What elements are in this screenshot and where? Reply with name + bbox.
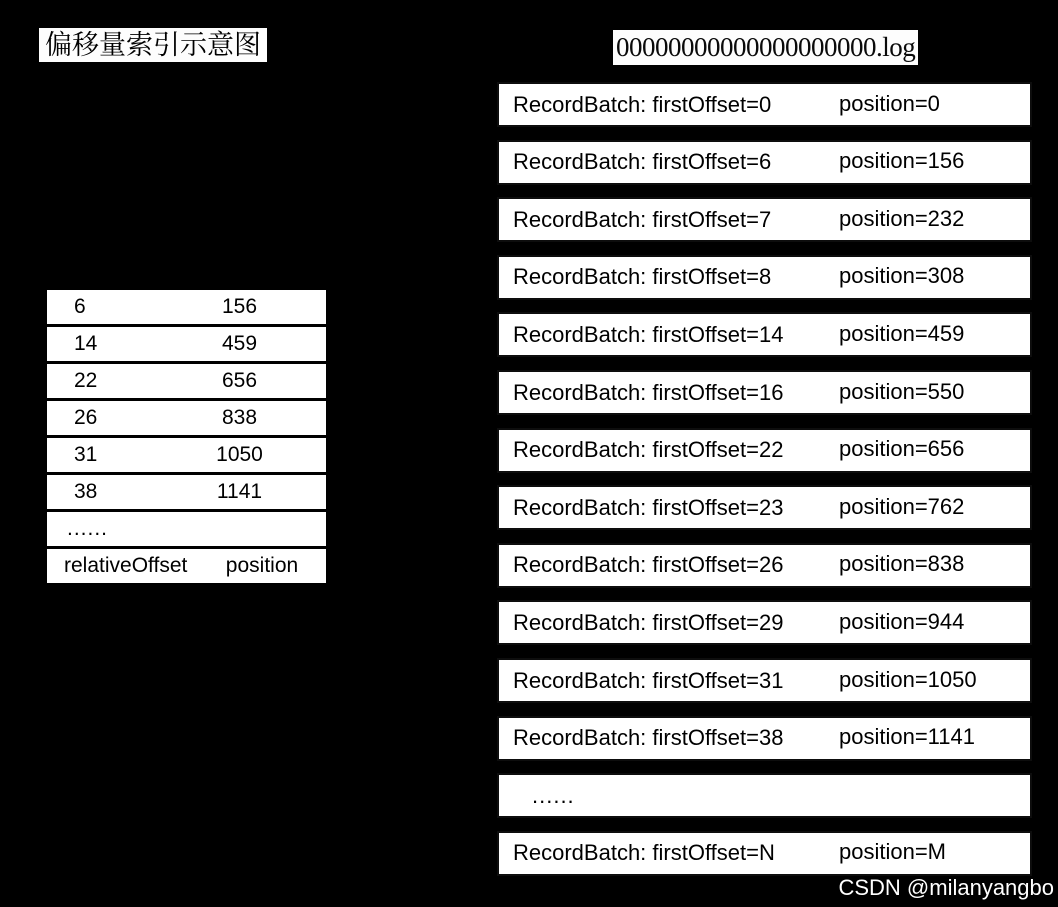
position-cell: 1141 xyxy=(216,480,263,503)
position-label: position=M xyxy=(839,839,947,865)
log-file-title: 00000000000000000000.log xyxy=(613,30,918,65)
record-batch-box xyxy=(497,831,1032,876)
record-batch-label: RecordBatch: firstOffset=16 xyxy=(513,379,784,405)
relative-offset-cell: relativeOffset xyxy=(64,554,188,577)
relative-offset-cell: 14 xyxy=(74,332,98,355)
position-label: position=550 xyxy=(839,378,965,404)
record-batch-label: RecordBatch: firstOffset=26 xyxy=(513,552,784,578)
record-batch-label: RecordBatch: firstOffset=38 xyxy=(513,725,784,751)
index-table-row xyxy=(47,401,326,438)
relative-offset-cell: 31 xyxy=(74,443,98,466)
position-label: position=762 xyxy=(839,493,965,519)
position-cell: 1050 xyxy=(216,443,263,466)
position-label: position=156 xyxy=(839,148,965,174)
record-batch-label: RecordBatch: firstOffset=0 xyxy=(513,91,772,117)
log-segment-list xyxy=(497,82,1032,876)
position-label: position=308 xyxy=(839,263,965,289)
record-batch-box xyxy=(497,82,1032,127)
index-table-ellipsis-row xyxy=(47,512,326,549)
position-label: position=944 xyxy=(839,608,965,634)
relative-offset-cell: 26 xyxy=(74,406,98,429)
position-label: position=1050 xyxy=(839,666,977,692)
record-batch-label: RecordBatch: firstOffset=7 xyxy=(513,206,772,232)
index-table-row xyxy=(47,364,326,401)
position-label: position=838 xyxy=(839,551,965,577)
record-batch-label: RecordBatch: firstOffset=6 xyxy=(513,149,772,175)
record-batch-label: RecordBatch: firstOffset=8 xyxy=(513,264,772,290)
record-batch-label: RecordBatch: firstOffset=23 xyxy=(513,494,784,520)
watermark: CSDN @milanyangbo xyxy=(838,875,1054,900)
record-batch-box xyxy=(497,543,1032,588)
index-table-header-row xyxy=(47,549,326,583)
position-cell: 656 xyxy=(221,369,258,392)
record-batch-box xyxy=(497,255,1032,300)
offset-index-table xyxy=(45,288,328,585)
relative-offset-cell: 38 xyxy=(74,480,98,503)
record-batch-label: RecordBatch: firstOffset=N xyxy=(513,840,775,866)
relative-offset-cell: 22 xyxy=(74,369,98,392)
record-batch-box xyxy=(497,370,1032,415)
diagram-title: 偏移量索引示意图 xyxy=(39,28,267,62)
relative-offset-cell: ...... xyxy=(67,517,109,540)
position-cell: 156 xyxy=(221,295,258,318)
index-table-row xyxy=(47,438,326,475)
index-table-row xyxy=(47,475,326,512)
position-label: position=656 xyxy=(839,436,965,462)
record-batch-label: RecordBatch: firstOffset=14 xyxy=(513,321,784,347)
record-batch-box xyxy=(497,600,1032,645)
record-batch-box xyxy=(497,197,1032,242)
position-label: position=459 xyxy=(839,320,965,346)
index-table-row xyxy=(47,290,326,327)
record-batch-label: ...... xyxy=(532,782,575,808)
position-label: position=0 xyxy=(839,90,940,116)
record-batch-label: RecordBatch: firstOffset=31 xyxy=(513,667,784,693)
record-batch-box xyxy=(497,485,1032,530)
index-table-row xyxy=(47,327,326,364)
record-batch-label: RecordBatch: firstOffset=29 xyxy=(513,609,784,635)
relative-offset-cell: 6 xyxy=(74,295,86,318)
position-label: position=1141 xyxy=(839,724,975,750)
record-batch-label: RecordBatch: firstOffset=22 xyxy=(513,437,784,463)
record-batch-box xyxy=(497,140,1032,185)
position-cell: 459 xyxy=(221,332,258,355)
position-label: position=232 xyxy=(839,205,965,231)
position-cell: 838 xyxy=(221,406,258,429)
position-cell: position xyxy=(225,554,299,577)
record-batch-box xyxy=(497,658,1032,703)
record-batch-box xyxy=(497,312,1032,357)
record-batch-box xyxy=(497,428,1032,473)
record-batch-box xyxy=(497,773,1032,818)
record-batch-box xyxy=(497,716,1032,761)
